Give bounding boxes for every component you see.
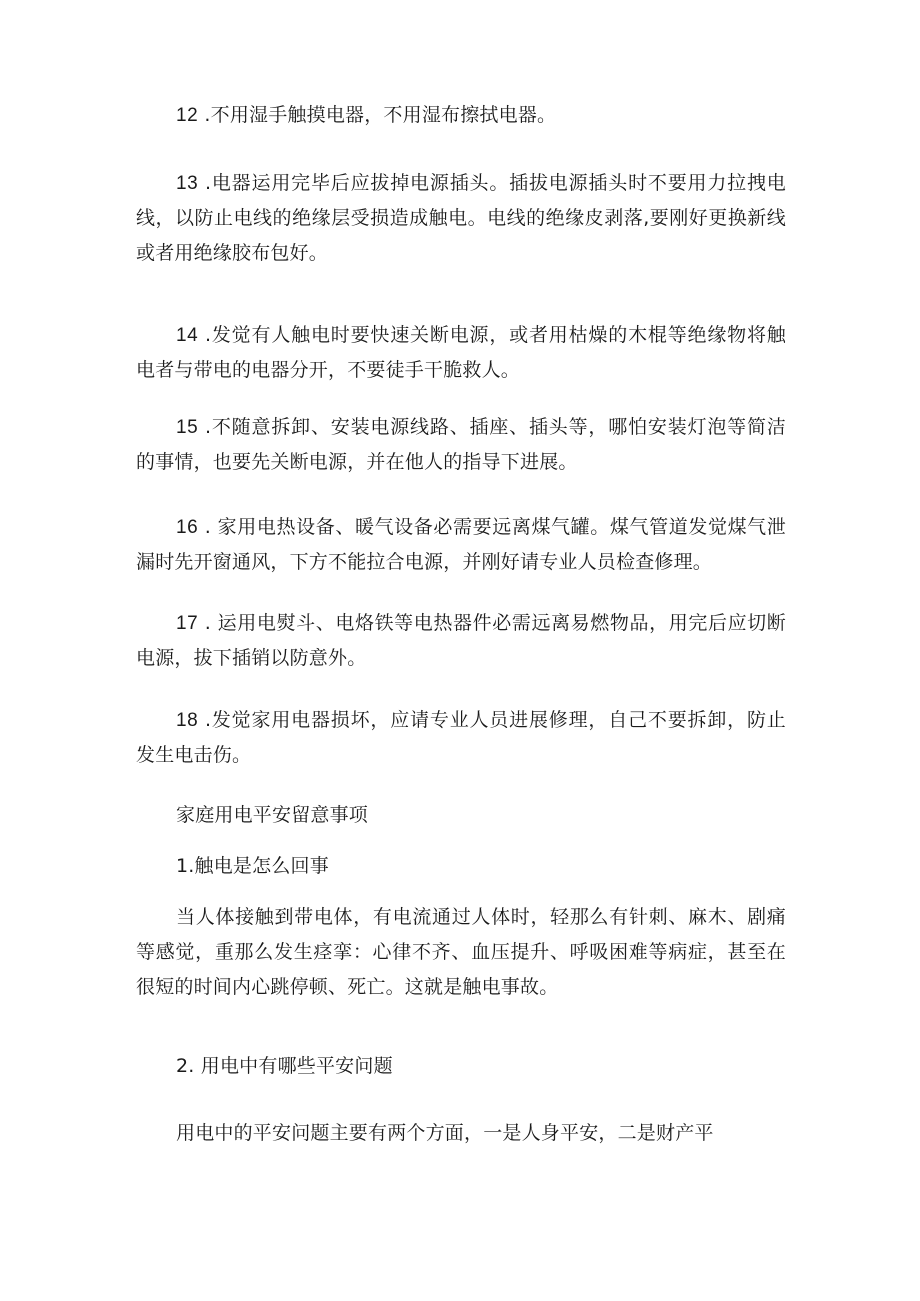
list-item-15 — [136, 410, 786, 480]
item-text: . 运用电熨斗、电烙铁等电热器件必需远离易燃物品，用完后应切断电源，拔下插销以防意外。 — [136, 612, 786, 669]
q2-body: 用电中的平安问题主要有两个方面，一是人身平安，二是财产平 — [176, 1122, 714, 1144]
item-text: .发觉家用电器损坏，应请专业人员进展修理，自己不要拆卸，防止发生电击伤。 — [136, 709, 786, 766]
list-item-18 — [136, 703, 786, 773]
item-text: .不用湿手触摸电器，不用湿布擦拭电器。 — [198, 104, 557, 126]
item-number: 18 — [176, 710, 199, 731]
item-number: 15 — [176, 417, 199, 438]
list-item-12 — [176, 98, 556, 133]
item-text: .不随意拆卸、安装电源线路、插座、插头等，哪怕安装灯泡等简洁的事情，也要先关断电源，并在他人的指导下进展。 — [136, 416, 786, 473]
item-number: 17 — [176, 613, 199, 634]
item-number: 16 — [176, 517, 199, 538]
list-item-16 — [136, 510, 786, 580]
list-item-17 — [136, 606, 786, 676]
q1-heading: 1.触电是怎么回事 — [176, 855, 329, 877]
item-number: 12 — [176, 105, 199, 126]
item-number: 14 — [176, 325, 199, 346]
item-number: 13 — [176, 173, 199, 194]
list-item-13 — [136, 166, 786, 271]
item-text: .电器运用完毕后应拔掉电源插头。插拔电源插头时不要用力拉拽电线，以防止电线的绝缘层受损造成触电。电线的绝缘皮剥落,要刚好更换新线或者用绝缘胶布包好。 — [136, 172, 786, 264]
item-text: .发觉有人触电时要快速关断电源，或者用枯燥的木棍等绝缘物将触电者与带电的电器分开，不要徒手干脆救人。 — [136, 324, 786, 381]
section-title: 家庭用电平安留意事项 — [176, 804, 369, 826]
q2-heading: 2. 用电中有哪些平安问题 — [176, 1055, 393, 1077]
list-item-14 — [136, 318, 786, 388]
q1-body: 当人体接触到带电体，有电流通过人体时，轻那么有针刺、麻木、剧痛等感觉，重那么发生痉挛：心律不齐、血压提升、呼吸困难等病症，甚至在很短的时间内心跳停顿、死亡。这就是触电事故。 — [136, 906, 786, 998]
item-text: . 家用电热设备、暖气设备必需要远离煤气罐。煤气管道发觉煤气泄漏时先开窗通风，下方不能拉合电源，并刚好请专业人员检查修理。 — [136, 516, 786, 573]
